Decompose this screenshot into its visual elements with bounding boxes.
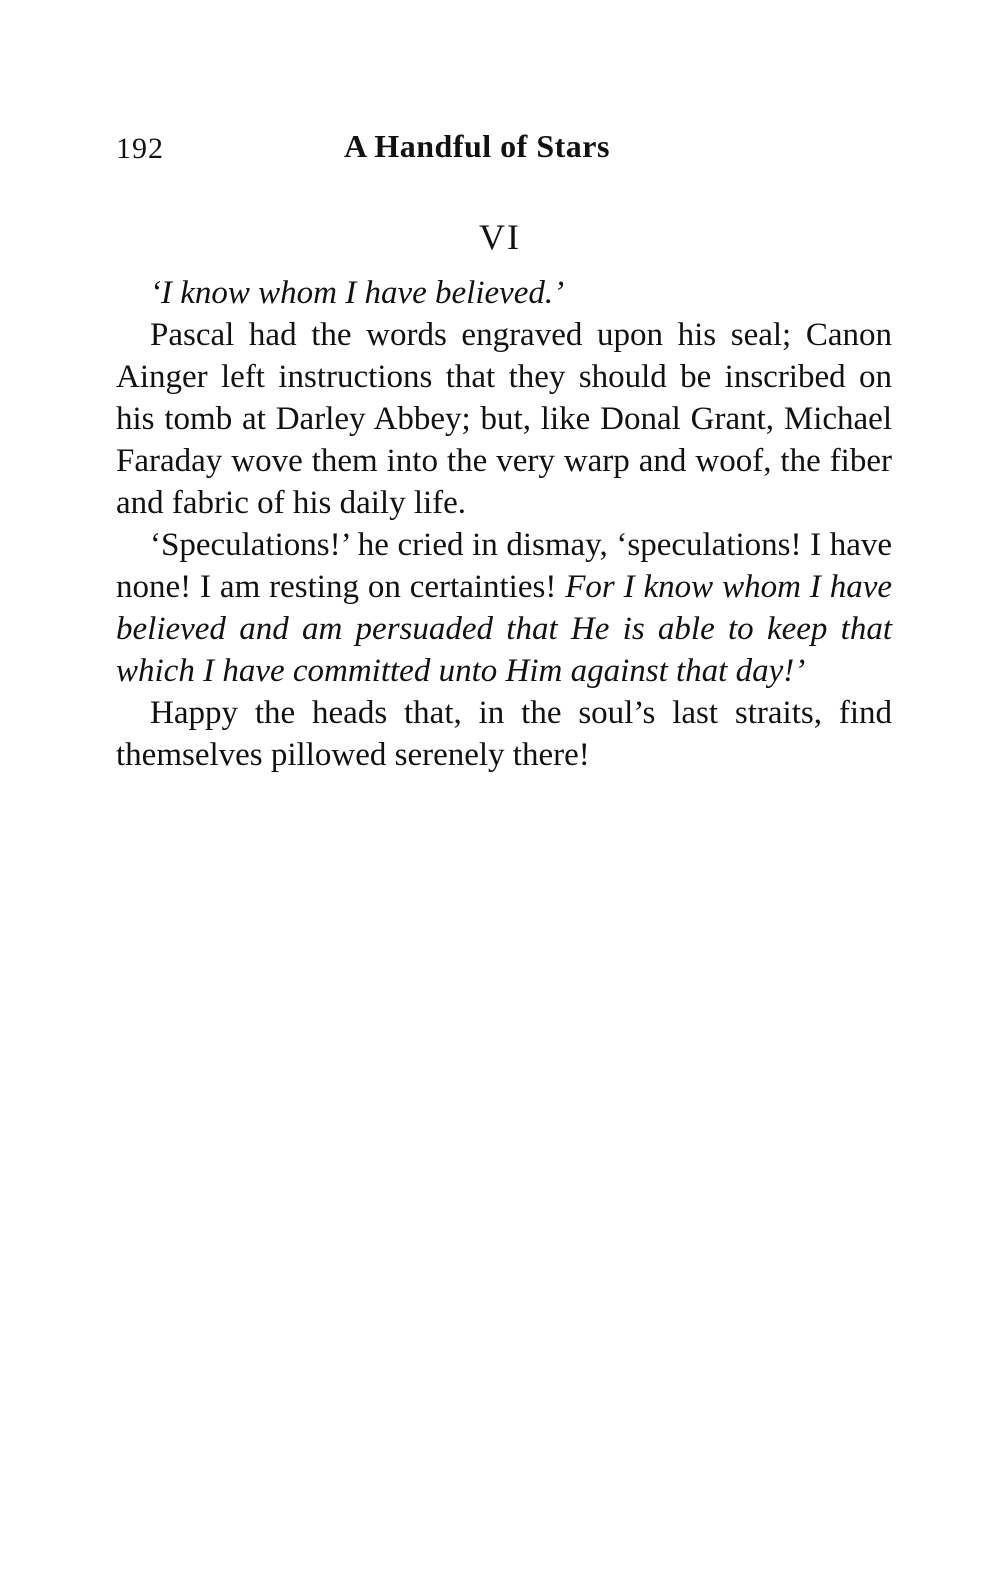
- quote-roman: ‘Speculations!’ he cried in dismay, ‘speculations! I have none! I am resting on certainties!: [116, 527, 892, 605]
- running-head: [116, 128, 896, 168]
- running-title: A Handful of Stars: [344, 128, 610, 164]
- body-text: [116, 272, 892, 776]
- section-number: VI: [479, 217, 521, 257]
- paragraph-pascal: Pascal had the words engraved upon his seal; Canon Ainger left instructions that they should be inscribed on his tomb at Darley Abbey; but, like Donal Grant, Michael Faraday wove them into the very warp and woof, the fiber and fabric of his daily life.: [116, 317, 892, 521]
- page-number: 192: [116, 132, 164, 165]
- paragraph-speculations: [116, 524, 892, 692]
- epigraph: ‘I know whom I have believed.’: [150, 275, 565, 311]
- quote-italic: For I know whom I have believed and am persuaded that He is able to keep that which I have committed unto Him against that day!’: [116, 569, 892, 689]
- paragraph-happy: Happy the heads that, in the soul’s last straits, find themselves pillowed serenely there!: [116, 695, 892, 773]
